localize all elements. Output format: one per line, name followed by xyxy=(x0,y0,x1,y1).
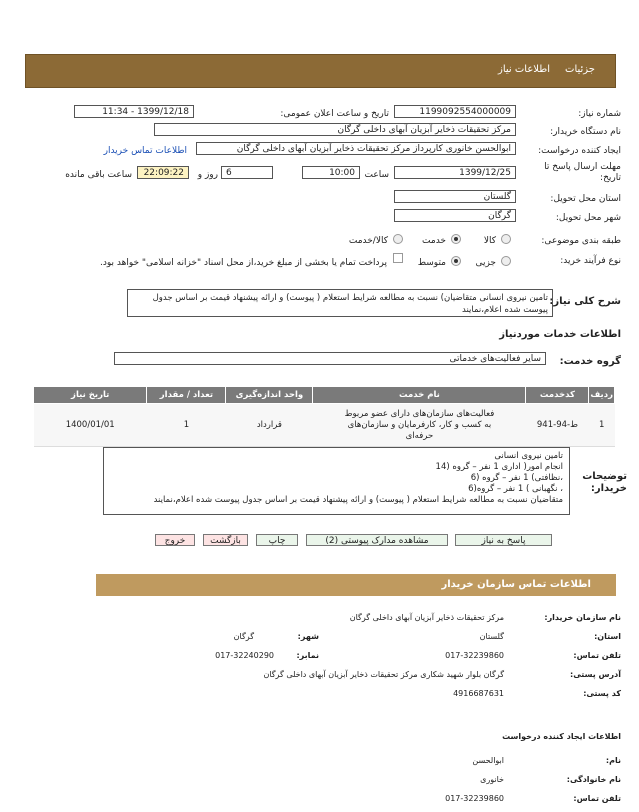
process-medium-label: متوسط xyxy=(417,258,446,268)
contact-postal: 4916687631 xyxy=(453,689,504,698)
buyer-notes-box xyxy=(103,447,570,515)
col-unit: واحد اندازه‌گیری xyxy=(226,387,313,404)
notes-line: انجام امور( اداری 1 نفر – گروه (14 xyxy=(435,462,563,472)
col-index: ردیف xyxy=(589,387,615,404)
need-number-label: شماره نیاز: xyxy=(578,109,621,119)
buyer-notes-label: توضیحات خریدار: xyxy=(582,471,627,494)
process-partial-radio[interactable] xyxy=(501,256,511,266)
creator-name-label: نام: xyxy=(605,756,621,765)
contact-province: گلستان xyxy=(479,632,504,641)
announce-field: 1399/12/18 - 11:34 xyxy=(74,105,194,118)
city-field: گرگان xyxy=(394,209,516,222)
contact-city-label: شهر: xyxy=(297,632,319,641)
nav-details-link[interactable]: جزئیات xyxy=(565,64,595,75)
buyer-contact-link[interactable]: اطلاعات تماس خریدار xyxy=(103,146,187,156)
creator-phone: 017-32239860 xyxy=(445,794,504,803)
city-label: شهر محل تحویل: xyxy=(555,213,621,223)
cell-unit: قرارداد xyxy=(226,404,313,447)
contact-province-label: استان: xyxy=(594,632,621,641)
category-service-label: خدمت xyxy=(422,236,446,246)
category-service-radio[interactable] xyxy=(451,234,461,244)
nav-need-info-link[interactable]: اطلاعات نیاز xyxy=(498,64,550,75)
creator-field: ابوالحسن خانوری کارپرداز مرکز تحقیقات ذخایر آبزیان آبهای داخلی گرگان xyxy=(196,142,516,155)
contact-fax: 017-32240290 xyxy=(215,651,274,660)
creator-family: خانوری xyxy=(480,775,504,784)
cell-code: ط-94-941 xyxy=(526,404,589,447)
cell-date: 1400/01/01 xyxy=(34,404,147,447)
exit-button[interactable]: خروج xyxy=(155,534,195,546)
need-number-field: 1199092554000009 xyxy=(394,105,516,118)
payment-note: پرداخت تمام یا بخشی از مبلغ خرید،از محل اسناد "خزانه اسلامی" خواهد بود. xyxy=(99,258,387,268)
col-qty: تعداد / مقدار xyxy=(147,387,226,404)
contact-address-label: آدرس پستی: xyxy=(570,670,621,679)
contact-org: مرکز تحقیقات ذخایر آبزیان آبهای داخلی گرگان xyxy=(349,613,504,622)
announce-label: تاریخ و ساعت اعلان عمومی: xyxy=(280,109,389,119)
days-field: 6 xyxy=(221,166,273,179)
cell-name: فعالیت‌های سازمان‌های دارای عضو مربوط به کسب و کار، کارفرمایان و سازمان‌های حرفه‌ای xyxy=(313,404,526,447)
notes-line: متقاضیان نسبت به مطالعه شرایط استعلام ( پیوست) و ارائه پیشنهاد قیمت بر اساس جدول پیوست شده اعلام،نمایند xyxy=(153,495,563,505)
attachments-button[interactable]: مشاهده مدارک پیوستی (2) xyxy=(306,534,448,546)
buyer-org-label: نام دستگاه خریدار: xyxy=(550,127,621,137)
contact-postal-label: کد پستی: xyxy=(583,689,621,698)
creator-name: ابوالحسن xyxy=(472,756,504,765)
deadline-date-field: 1399/12/25 xyxy=(394,166,516,179)
cell-index: 1 xyxy=(589,404,615,447)
creator-family-label: نام خانوادگی: xyxy=(566,775,621,784)
cell-qty: 1 xyxy=(147,404,226,447)
top-nav-bar xyxy=(25,54,616,88)
desc-box: تامین نیروی انسانی متقاضیان) نسبت به مطالعه شرایط استعلام ( پیوست) و ارائه پیشنهاد قیمت بر اساس جدول پیوست شده اعلام،نمایند xyxy=(127,289,553,317)
category-goods-label: کالا xyxy=(483,236,496,246)
table-row xyxy=(34,404,615,447)
process-label: نوع فرآیند خرید: xyxy=(560,256,621,266)
buyer-org-field: مرکز تحقیقات ذخایر آبزیان آبهای داخلی گرگان xyxy=(154,123,516,136)
notes-line: ،نظافتی) 1 نفر – گروه (6 xyxy=(470,473,563,483)
notes-line: تامین نیروی انسانی xyxy=(494,451,563,461)
remaining-label: ساعت باقی مانده xyxy=(65,170,132,180)
contact-title: اطلاعات تماس سازمان خریدار xyxy=(441,579,591,590)
reply-button[interactable]: پاسخ به نیاز xyxy=(455,534,552,546)
days-label: روز و xyxy=(197,170,218,180)
deadline-time-field: 10:00 xyxy=(302,166,360,179)
contact-phone: 017-32239860 xyxy=(445,651,504,660)
services-title: اطلاعات خدمات موردنیاز xyxy=(499,329,621,340)
contact-fax-label: نمابر: xyxy=(296,651,319,660)
print-button[interactable]: چاپ xyxy=(256,534,298,546)
remaining-time-field: 22:09:22 xyxy=(137,166,189,179)
contact-phone-label: تلفن تماس: xyxy=(573,651,621,660)
creator-phone-label: تلفن تماس: xyxy=(573,794,621,803)
province-label: استان محل تحویل: xyxy=(550,194,621,204)
process-partial-label: جزیی xyxy=(475,258,496,268)
col-code: کدخدمت xyxy=(526,387,589,404)
category-both-label: کالا/خدمت xyxy=(348,236,388,246)
services-table xyxy=(33,386,615,447)
service-group-field: سایر فعالیت‌های خدماتی xyxy=(114,352,546,365)
category-label: طبقه بندی موضوعی: xyxy=(541,236,621,246)
process-medium-radio[interactable] xyxy=(451,256,461,266)
notes-line: ، نگهبانی ) 1 نفر – گروه(6 xyxy=(468,484,563,494)
service-group-label: گروه خدمت: xyxy=(559,356,621,367)
back-button[interactable]: بازگشت xyxy=(203,534,248,546)
contact-section-header xyxy=(96,574,616,596)
time-label: ساعت xyxy=(364,170,389,180)
payment-checkbox[interactable] xyxy=(393,253,403,263)
province-field: گلستان xyxy=(394,190,516,203)
creator-label: ایجاد کننده درخواست: xyxy=(538,146,621,156)
creator-info-title: اطلاعات ایجاد کننده درخواست xyxy=(502,732,621,741)
col-name: نام خدمت xyxy=(313,387,526,404)
contact-org-label: نام سازمان خریدار: xyxy=(544,613,621,622)
col-date: تاریخ نیاز xyxy=(34,387,147,404)
contact-address: گرگان بلوار شهید شکاری مرکز تحقیقات ذخایر آبزیان آبهای داخلی گرگان xyxy=(263,670,504,679)
deadline-label: مهلت ارسال پاسخ تا تاریخ: xyxy=(544,162,621,183)
contact-city: گرگان xyxy=(233,632,254,641)
category-both-radio[interactable] xyxy=(393,234,403,244)
desc-label: شرح کلی نیاز: xyxy=(549,296,621,307)
category-goods-radio[interactable] xyxy=(501,234,511,244)
